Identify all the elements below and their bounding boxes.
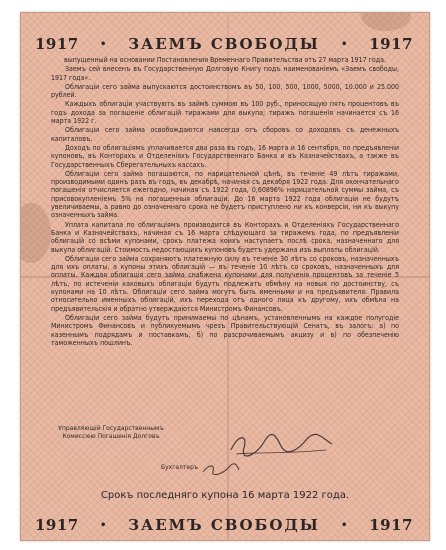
paragraph-1: Заемъ сей внесенъ въ Государственную Долговую Книгу подъ наименованіемъ «Заемъ свободы, 1917 года». — [51, 65, 399, 82]
footer-bullet-icon: • — [100, 519, 107, 531]
stain-top — [361, 12, 411, 31]
header-year-left: 1917 — [35, 35, 79, 53]
header-title: ЗАЕМЪ СВОБОДЫ — [128, 35, 320, 53]
header-bullet-icon: • — [341, 38, 348, 50]
footer-bullet-icon: • — [341, 519, 348, 531]
bond-sheet — [20, 12, 430, 541]
signatory-title: Управляющій Государственнымъ Комиссіею Погашенія Долговъ — [58, 425, 164, 440]
paragraph-6: Облигаціи сего займа погашаются, по нарицательной цѣнѣ, въ теченіе 49 лѣтъ тиражами, производимыми одинъ разъ въ годъ, въ декабрѣ, начиная съ декабря 1922 года. Для окончательнаго погашенія отчисляется ежегодно, начиная съ 1922 года, 0,60896% нарицательной суммы займа, съ присовокупленіемъ 5% на погашенныя облигаціи. До 16 марта 1922 года облигаціи не будутъ увеличиваемы, а равно до означеннаго срока не будетъ приступлено ни къ конверсіи, ни къ выкупу означенныхъ займа. — [51, 169, 399, 220]
bond-terms-text — [51, 56, 399, 348]
paragraph-5: Доходъ по облигаціямъ уплачивается два раза въ годъ, 16 марта и 16 сентября, по предъявленіи купоновъ, въ Конторахъ и Отделеніяхъ Государственнаго Банка и въ Казначействахъ, а также въ Государственныхъ Сберегательныхъ кассахъ. — [51, 143, 399, 169]
paragraph-8: Облигаціи сего займа сохраняютъ платежную силу въ теченіе 30 лѣтъ со сроковъ, назначенныхъ для ихъ оплаты, а купоны этихъ облигацій — въ теченіе 10 лѣтъ со сроковъ, назначенныхъ для оплаты. Каждая облигація сего займа снабжена купонами для полученія процентовъ за теченіе 5 лѣтъ, по истеченіи каковыхъ облигаціи будутъ подлежатъ обмѣну на новыя по достоинству, съ купонами на 10 лѣтъ. Облигаціи сего займа могутъ быть именными и на предъявителя. Правила относительно именныхъ облигацій, ихъ перехода отъ одного лица къ другому, ихъ обмѣна на предъявительскія и обратно утверждаются Министромъ Финансовъ. — [51, 254, 399, 313]
accountant-signature — [201, 462, 241, 476]
paragraph-2: Облигаціи сего займа выпускаются достоинствомъ въ 50, 100, 500, 1000, 5000, 10.000 и 25.000 рублей. — [51, 82, 399, 100]
last-coupon-term: Срокъ последняго купона 16 марта 1922 года. — [100, 490, 350, 501]
header-bullet-icon: • — [100, 38, 107, 50]
footer — [35, 516, 413, 534]
paragraph-4: Облигаціи сего займа освобождаются навсегда отъ сборовъ со доходовъ съ денежныхъ капиталовъ. — [51, 126, 399, 143]
paragraph-3: Каждыхъ облигаціи участвуютъ въ займѣ суммою въ 100 руб., приносящую пять процентовъ въ годъ дохода за погашеніе облигацій тиражами для выкупа; тиражъ погашенія начинается съ 16 марта 1922 г. — [51, 100, 399, 126]
paragraph-7: Уплата капитала по облигаціямъ производится въ Конторахъ и Отделеніяхъ Государственнаго Банка и Казначействахъ, начиная съ 16 марта слѣдующаго за тиражемъ года, по предъявленіи облигацій со всѣми купонами, срокъ платежа коихъ наступаетъ послѣ срока, назначеннаго для выкупа облигацій. Стоимость недостающихъ купоновъ будетъ удержана изъ выплаты облигацій. — [51, 220, 399, 254]
stain-left — [20, 203, 51, 263]
footer-title: ЗАЕМЪ СВОБОДЫ — [128, 516, 320, 534]
header-year-right: 1917 — [369, 35, 413, 53]
accountant-label: Бухгалтеръ — [161, 464, 199, 471]
footer-year-right: 1917 — [369, 516, 413, 534]
footer-year-left: 1917 — [35, 516, 79, 534]
header — [35, 35, 413, 53]
handwritten-signature — [226, 430, 336, 460]
paragraph-9: Облигаціи сего займа будутъ принимаемы по цѣнамъ, установленнымъ на каждое полугодіе Министромъ Финансовъ и публикуемымъ чрезъ Правительствующій Сенатъ, въ залогъ: а) по казеннымъ подрядамъ и поставкамъ, б) по разсрочиваемымъ акцизу и в) по обезпеченію таможенныхъ пошлинъ. — [51, 313, 399, 347]
paragraph-0: выпущенный на основании Постановления Временнаго Правительства отъ 27 марта 1917 года. — [64, 56, 386, 64]
